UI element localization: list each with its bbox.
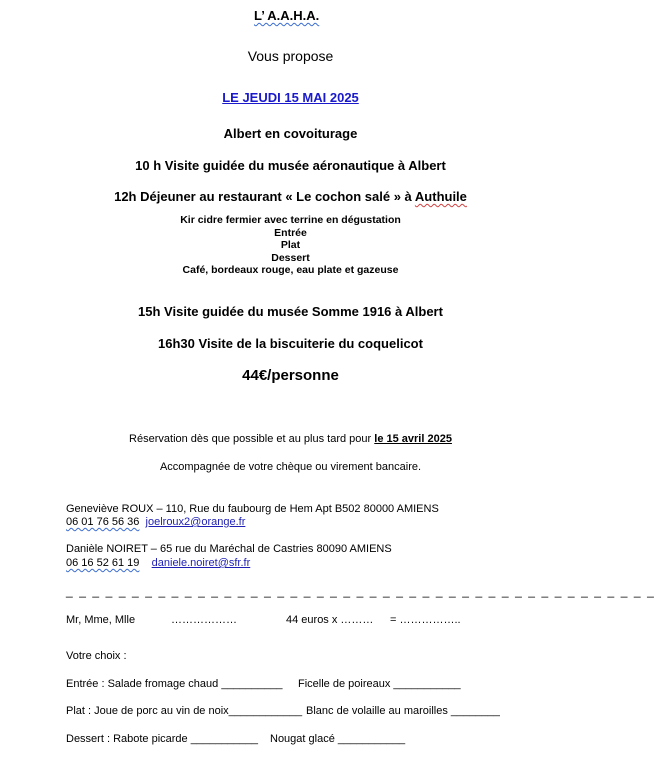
organization-name [254, 8, 319, 23]
entree-choice-1[interactable]: Entrée : Salade fromage chaud __________ [66, 678, 283, 690]
lunch-line [0, 189, 581, 204]
payment-text: Accompagnée de votre chèque ou virement bancaire. [159, 461, 422, 473]
menu-item: Café, bordeaux rouge, eau plate et gazeuse [182, 264, 399, 276]
reservation-line [0, 433, 581, 445]
menu-block [0, 214, 581, 277]
contact-2-phone: 06 16 52 61 19 [66, 557, 140, 569]
contact-1-phone: 06 01 76 56 36 [66, 516, 140, 528]
price-per-person: 44€/personne [242, 367, 339, 384]
contact-2-details [66, 557, 250, 569]
civility-blank[interactable]: ……………… [171, 614, 237, 626]
menu-item: Entrée [274, 226, 307, 239]
transport-text: Albert en covoiturage [223, 126, 358, 141]
menu-item: Dessert [271, 251, 310, 264]
dessert-choice-1[interactable]: Dessert : Rabote picarde ___________ [66, 733, 259, 745]
civility-label: Mr, Mme, Mlle [66, 614, 136, 626]
lunch-place: Authuile [414, 189, 467, 204]
contact-1-details [66, 516, 245, 528]
contact-1-address: Geneviève ROUX – 110, Rue du faubourg de Hem Apt B502 80000 AMIENS [66, 503, 439, 515]
reservation-text: Réservation dès que possible et au plus tard pour [129, 433, 375, 445]
reservation-deadline: le 15 avril 2025 [374, 433, 452, 445]
cut-separator: _ _ _ _ _ _ _ _ _ _ _ _ _ _ _ _ _ _ _ _ _ _ _ _ _ _ _ _ _ _ _ _ _ _ _ _ _ _ _ _ _ _ _ _ _ [66, 584, 655, 598]
dessert-choice-2[interactable]: Nougat glacé ___________ [270, 733, 406, 745]
event-date [0, 90, 581, 105]
total-field[interactable]: = …………….. [390, 614, 461, 626]
entree-choice-2[interactable]: Ficelle de poireaux ___________ [298, 678, 461, 690]
plat-choice-2[interactable]: Blanc de volaille au maroilles ________ [306, 705, 500, 717]
contact-2-address: Danièle NOIRET – 65 rue du Maréchal de Castries 80090 AMIENS [66, 543, 392, 555]
menu-item: Plat [280, 239, 301, 251]
event-date-text: LE JEUDI 15 MAI 2025 [222, 90, 359, 105]
org-text: L’ A.A.H.A. [254, 8, 320, 23]
menu-item: Kir cidre fermier avec terrine en dégustation [180, 214, 401, 226]
proposes-text: Vous propose [247, 48, 334, 64]
visit-aeronautique: 10 h Visite guidée du musée aéronautique à Albert [135, 158, 446, 173]
quantity-field[interactable]: 44 euros x ……… [286, 614, 374, 626]
plat-choice-1[interactable]: Plat : Joue de porc au vin de noix____________ [66, 705, 303, 717]
lunch-text: 12h Déjeuner au restaurant « Le cochon salé » à [114, 189, 415, 204]
visit-biscuiterie: 16h30 Visite de la biscuiterie du coquelicot [158, 336, 423, 351]
contact-1-email-link[interactable]: joelroux2@orange.fr [145, 516, 246, 528]
visit-somme: 15h Visite guidée du musée Somme 1916 à Albert [138, 304, 443, 319]
choice-title: Votre choix : [66, 650, 127, 662]
contact-2-email-link[interactable]: daniele.noiret@sfr.fr [151, 557, 251, 569]
